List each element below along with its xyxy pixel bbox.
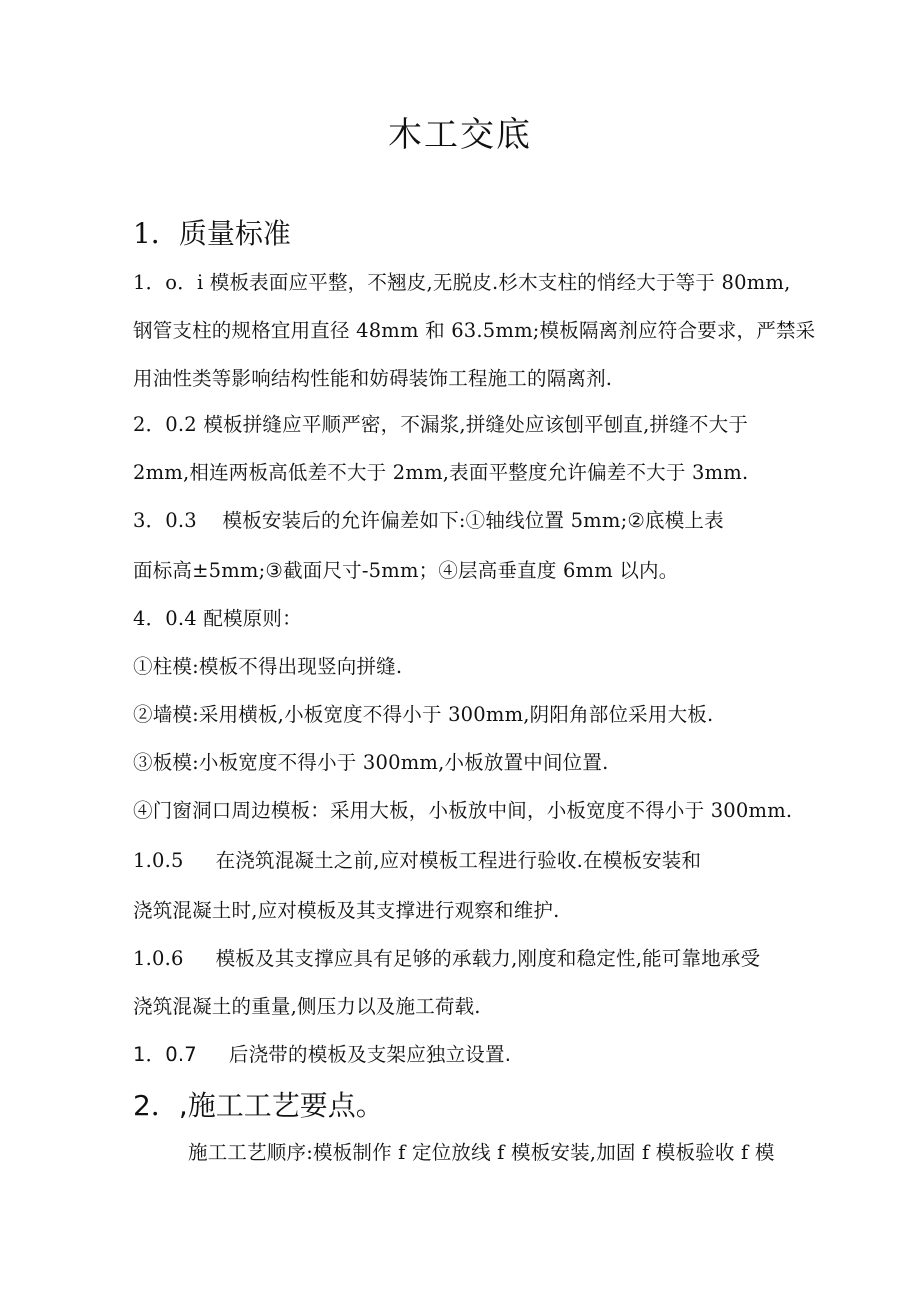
paragraph-line: 施工工艺顺序:模板制作 f 定位放线 f 模板安装,加固 f 模板验收 f 模 [188,1141,775,1164]
page-title: 木工交底 [388,115,532,155]
list-item: ①柱模:模板不得出现竖向拼缝. [133,655,403,678]
paragraph-line: 1.0.5 在浇筑混凝土之前,应对模板工程进行验收.在模板安装和 [133,849,702,872]
paragraph-line: 2mm,相连两板高低差不大于 2mm,表面平整度允许偏差不大于 3mm. [133,461,749,484]
paragraph-line: 用油性类等影响结构性能和妨碍装饰工程施工的隔离剂. [133,367,613,390]
list-item: ④门窗洞口周边模板：采用大板，小板放中间，小板宽度不得小于 300mm. [133,799,793,822]
list-item: ②墙模:采用横板,小板宽度不得小于 300mm,阴阳角部位采用大板. [133,703,714,726]
paragraph-line: 1．o．i 模板表面应平整，不翘皮,无脱皮.杉木支柱的悄经大于等于 80mm, [133,271,791,294]
paragraph-line: 浇筑混凝土时,应对模板及其支撑进行观察和维护. [133,899,560,922]
paragraph-line: 2．0.2 模板拼缝应平顺严密，不漏浆,拼缝处应该刨平刨直,拼缝不大于 [133,413,749,436]
paragraph-line: 面标高±5mm;③截面尺寸-5mm；④层高垂直度 6mm 以内。 [133,559,679,582]
paragraph-line: 3．0.3 模板安装后的允许偏差如下:①轴线位置 5mm;②底模上表 [133,509,724,532]
paragraph-line: 钢管支柱的规格宜用直径 48mm 和 63.5mm;模板隔离剂应符合要求，严禁采 [133,319,816,342]
section-heading-construction-process: 2．,施工工艺要点。 [133,1089,384,1122]
paragraph-line: 1．0.7 后浇带的模板及支架应独立设置. [133,1043,512,1066]
paragraph-line: 1.0.6 模板及其支撑应具有足够的承载力,刚度和稳定性,能可靠地承受 [133,947,761,970]
paragraph-line: 浇筑混凝土的重量,侧压力以及施工荷载. [133,995,481,1018]
list-item: ③板模:小板宽度不得小于 300mm,小板放置中间位置. [133,751,609,774]
section-heading-quality-standards: 1．质量标准 [133,217,291,250]
paragraph-line: 4．0.4 配模原则： [133,607,302,630]
